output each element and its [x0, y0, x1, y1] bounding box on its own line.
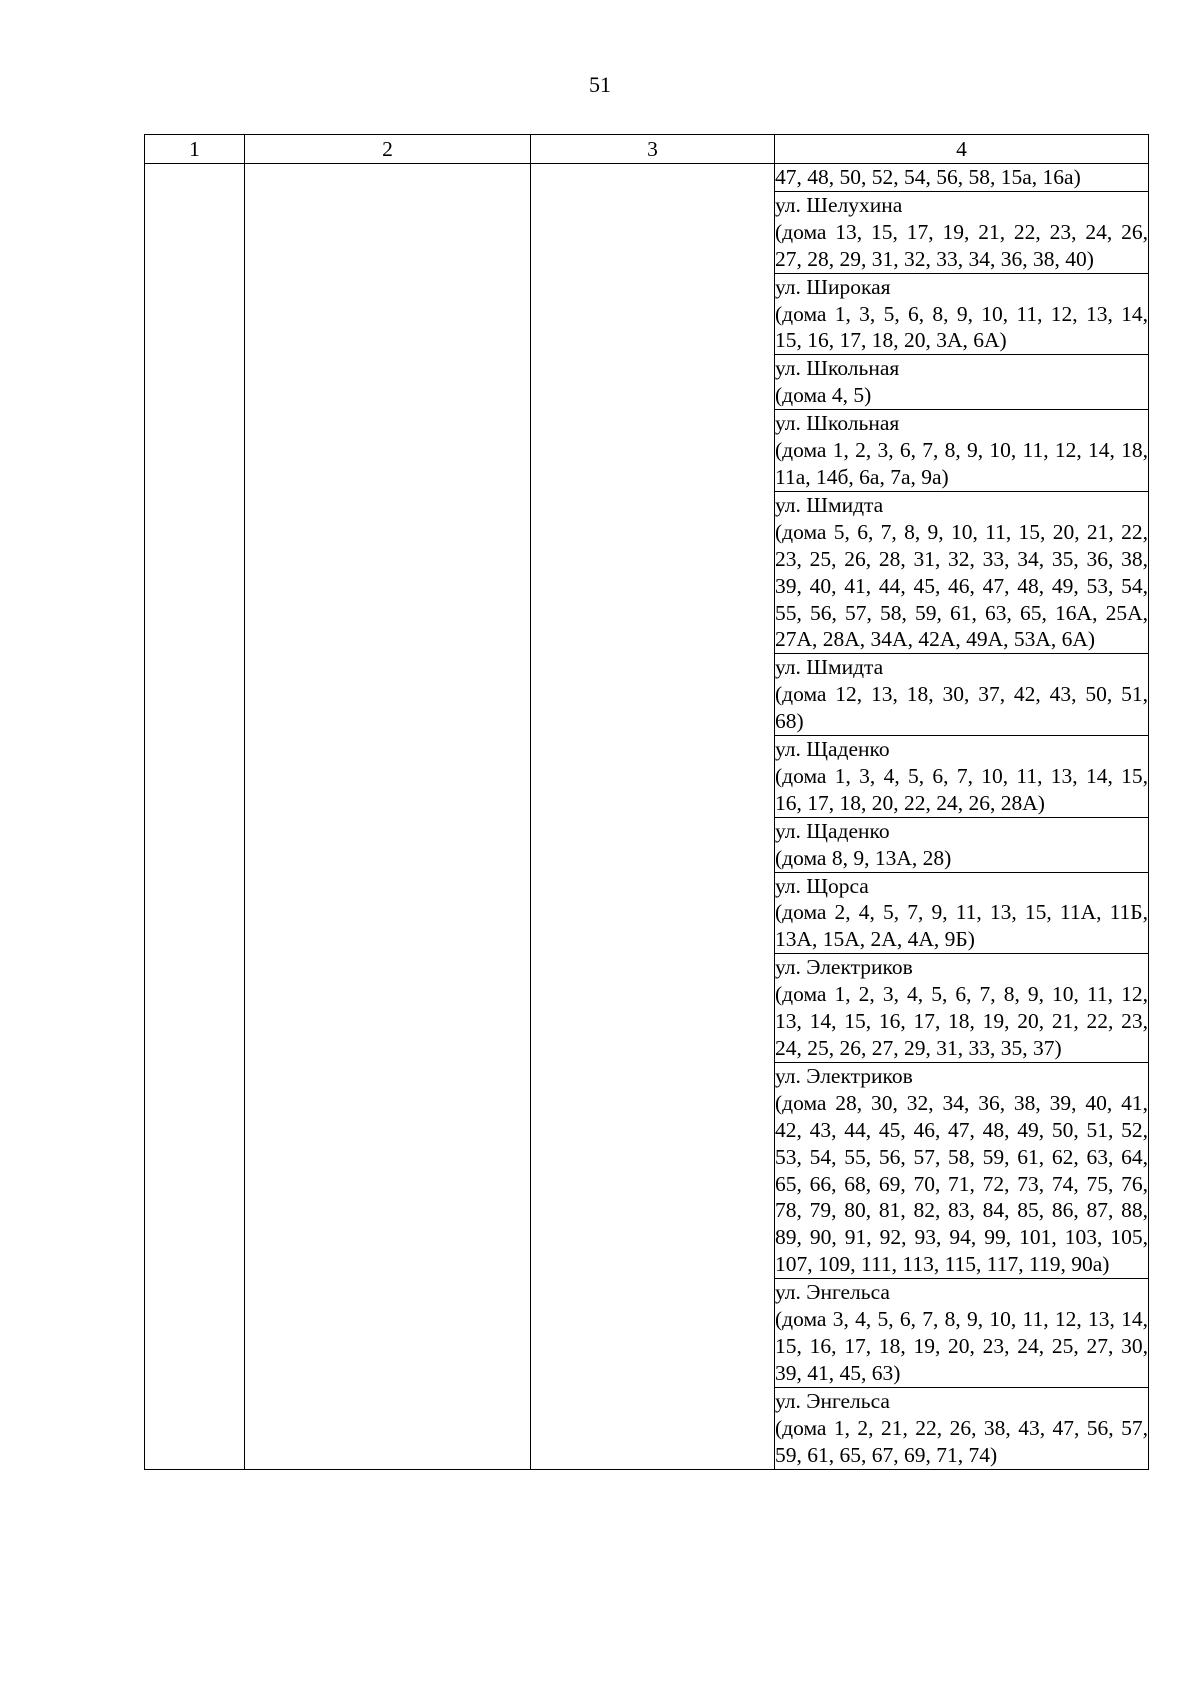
street-name: ул. Школьная — [775, 356, 900, 381]
house-numbers: (дома 1, 3, 5, 6, 8, 9, 10, 11, 12, 13, 14, 15, 16, 17, 18, 20, 3А, 6А) — [775, 301, 1148, 353]
house-numbers: (дома 13, 15, 17, 19, 21, 22, 23, 24, 26, 27, 28, 29, 31, 32, 33, 34, 36, 38, 40) — [775, 219, 1148, 271]
house-numbers: (дома 1, 2, 3, 6, 7, 8, 9, 10, 11, 12, 14, 18, 11а, 14б, 6а, 7а, 9а) — [775, 438, 1148, 489]
column-3-cell — [531, 164, 775, 1470]
street-name: ул. Шмидта — [775, 655, 884, 680]
street-name: ул. Энгельса — [775, 1280, 890, 1305]
house-numbers: (дома 1, 3, 4, 5, 6, 7, 10, 11, 13, 14, 15, 16, 17, 18, 20, 22, 24, 26, 28А) — [775, 763, 1148, 815]
address-cell — [775, 954, 1149, 1063]
column-header-4: 4 — [775, 135, 1149, 164]
house-numbers: (дома 28, 30, 32, 34, 36, 38, 39, 40, 41, 42, 43, 44, 45, 46, 47, 48, 49, 50, 51, 52, 53, 54, 55, 56, 57, 58, 59, 61, 62, 63, 64, 65, 66, 68, 69, 70, 71, 72, 73, 74, 75, 76, 78, 79, 80, 81, 82, 83, 84, 85, 86, 87, 88, 89, 90, 91, 92, 93, 94, 99, 101, 103, 105, 107, 109, 111, 113, 115, 117, 119, 90а) — [775, 1090, 1148, 1277]
address-cell — [775, 817, 1149, 872]
street-name: ул. Шмидта — [775, 492, 884, 517]
address-cell — [775, 273, 1149, 355]
house-numbers: (дома 8, 9, 13А, 28) — [775, 845, 952, 870]
house-numbers: (дома 5, 6, 7, 8, 9, 10, 11, 15, 20, 21, 22, 23, 25, 26, 28, 31, 32, 33, 34, 35, 36, 38, 39, 40, 41, 44, 45, 46, 47, 48, 49, 53, 54, 55, 56, 57, 58, 59, 61, 63, 65, 16А, 25А, 27А, 28А, 34А, 42А, 49А, 53А, 6А) — [775, 519, 1148, 652]
street-name: ул. Щорса — [775, 873, 869, 898]
column-header-1: 1 — [145, 135, 245, 164]
address-cell — [775, 872, 1149, 954]
street-name: ул. Электриков — [775, 955, 913, 980]
house-numbers: (дома 4, 5) — [775, 383, 872, 408]
street-name: ул. Электриков — [775, 1063, 913, 1088]
address-cell — [775, 1279, 1149, 1388]
table-body — [145, 164, 1149, 1470]
house-numbers: (дома 1, 2, 3, 4, 5, 6, 7, 8, 9, 10, 11, 12, 13, 14, 15, 16, 17, 18, 19, 20, 21, 22, 23, 24, 25, 26, 27, 29, 31, 33, 35, 37) — [775, 982, 1148, 1060]
address-cell — [775, 491, 1149, 653]
street-name: ул. Школьная — [775, 411, 900, 436]
column-1-cell — [145, 164, 245, 1470]
column-header-2: 2 — [245, 135, 531, 164]
address-table — [144, 134, 1149, 1470]
column-2-cell — [245, 164, 531, 1470]
address-cell — [775, 736, 1149, 818]
street-name: ул. Энгельса — [775, 1388, 890, 1413]
street-name: ул. Щаденко — [775, 737, 890, 762]
table-row — [145, 164, 1149, 192]
house-numbers: (дома 2, 4, 5, 7, 9, 11, 13, 15, 11А, 11Б, 13А, 15А, 2А, 4А, 9Б) — [775, 900, 1148, 952]
address-cell — [775, 1062, 1149, 1278]
column-header-3: 3 — [531, 135, 775, 164]
address-cell — [775, 654, 1149, 736]
address-cell — [775, 164, 1149, 192]
street-name: ул. Щаденко — [775, 818, 890, 843]
house-numbers: (дома 1, 2, 21, 22, 26, 38, 43, 47, 56, 57, 59, 61, 65, 67, 69, 71, 74) — [775, 1415, 1148, 1467]
address-cell — [775, 1387, 1149, 1469]
address-cell — [775, 410, 1149, 492]
house-numbers: (дома 12, 13, 18, 30, 37, 42, 43, 50, 51, 68) — [775, 682, 1148, 734]
table-header-row — [145, 135, 1149, 164]
house-numbers: (дома 3, 4, 5, 6, 7, 8, 9, 10, 11, 12, 13, 14, 15, 16, 17, 18, 19, 20, 23, 24, 25, 27, 30, 39, 41, 45, 63) — [775, 1307, 1148, 1385]
page-number: 51 — [589, 72, 611, 97]
street-name: ул. Широкая — [775, 274, 891, 299]
house-numbers: 47, 48, 50, 52, 54, 56, 58, 15а, 16а) — [775, 165, 1081, 189]
address-cell — [775, 191, 1149, 273]
street-name: ул. Шелухина — [775, 192, 903, 217]
address-cell — [775, 355, 1149, 410]
